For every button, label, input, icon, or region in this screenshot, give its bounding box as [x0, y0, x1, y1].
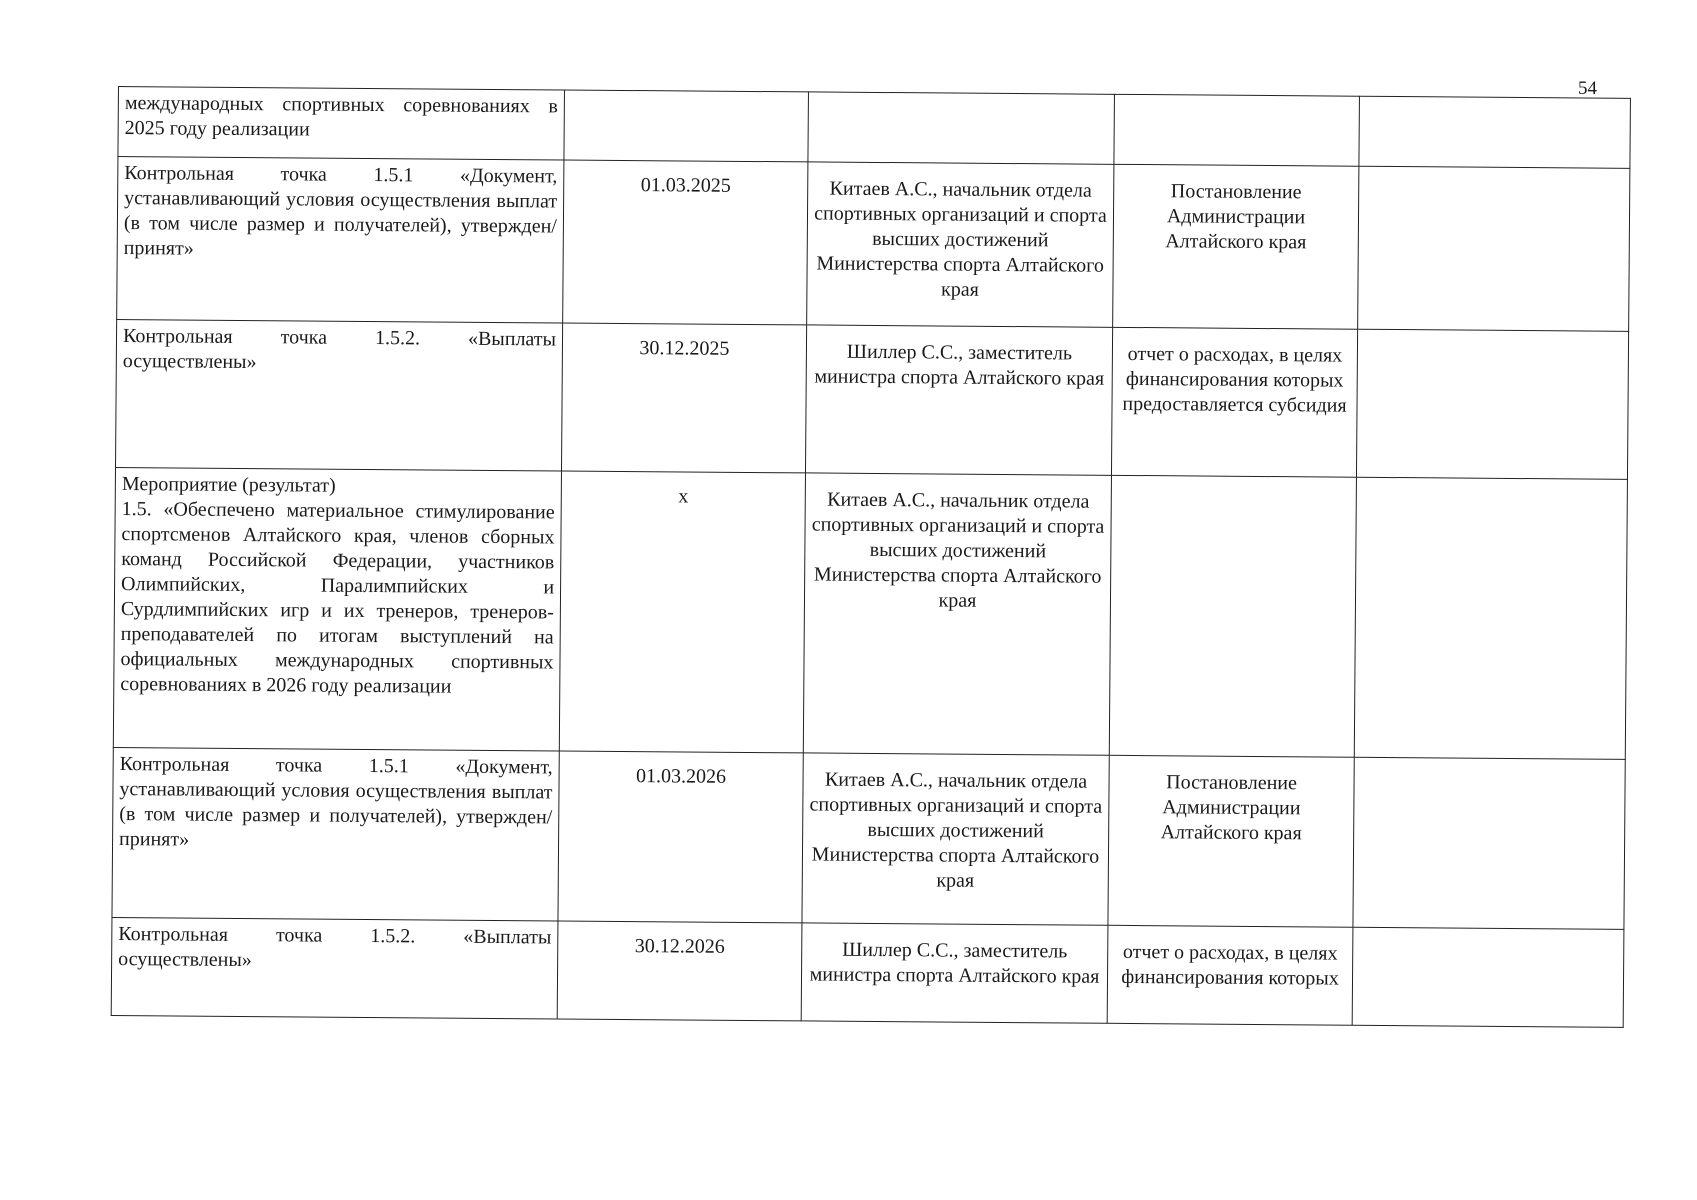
document-cell: отчет о расходах, в целях финансирования которых [1107, 925, 1353, 1025]
activity-table [111, 86, 1631, 1028]
note-cell [1354, 477, 1627, 759]
note-cell [1358, 166, 1630, 331]
responsible-cell: Шиллер С.С., заместитель министра спорта Алтайского края [805, 325, 1112, 475]
responsible-cell: Китаев А.С., начальник отдела спортивных организаций и спорта высших достижений Министерства спорта Алтайского края [802, 753, 1109, 925]
table-row [117, 157, 1630, 332]
description-cell: Контрольная точка 1.5.2. «Выплаты осуществлены» [111, 917, 558, 1018]
activity-title: Мероприятие (результат) [121, 473, 336, 497]
note-cell [1359, 96, 1631, 168]
date-cell: 30.12.2026 [557, 921, 802, 1021]
page-number: 54 [1578, 78, 1597, 99]
responsible-cell: Китаев А.С., начальник отдела спортивных организаций и спорта высших достижений Министерства спорта Алтайского края [807, 162, 1114, 327]
date-cell: 30.12.2025 [561, 323, 806, 473]
note-cell [1353, 757, 1625, 929]
activity-text: 1.5. «Обеспечено материальное стимулирование спортсменов Алтайского края, членов сборных команд Российской Федерации, участников Олимпийских, Паралимпийских и Сурдлимпийских игр и их тренеров, тренеров-преподавателей по итогам выступлений на официальных международных спортивных соревнованиях в 2026 году реализации [120, 498, 555, 698]
document-cell: отчет о расходах, в целях финансирования которых предоставляется субсидия [1111, 327, 1357, 477]
table-row [112, 747, 1625, 929]
description-cell: Контрольная точка 1.5.2. «Выплаты осуществлены» [116, 319, 563, 470]
date-cell [564, 90, 809, 162]
note-cell [1352, 927, 1624, 1027]
date-cell: х [559, 471, 805, 753]
table-row [116, 319, 1629, 479]
description-cell: Контрольная точка 1.5.1 «Документ, устанавливающий условия осуществления выплат (в том числе размер и получателей), утвержден/принят» [117, 157, 564, 323]
description-cell: международных спортивных соревнованиях в 2025 году реализации [118, 87, 565, 161]
table-row [111, 917, 1624, 1027]
note-cell [1356, 329, 1628, 479]
description-cell [113, 467, 561, 750]
document-cell: Постановление Администрации Алтайского края [1113, 164, 1359, 329]
date-cell: 01.03.2025 [563, 160, 808, 325]
document-cell [1114, 94, 1360, 166]
table-row [113, 467, 1627, 759]
responsible-cell: Шиллер С.С., заместитель министра спорта Алтайского края [801, 923, 1108, 1023]
date-cell: 01.03.2026 [558, 751, 803, 923]
table-row [118, 87, 1631, 169]
responsible-cell [808, 92, 1115, 164]
description-cell: Контрольная точка 1.5.1 «Документ, устанавливающий условия осуществления выплат (в том числе размер и получателей), утвержден/принят» [112, 747, 559, 920]
responsible-cell: Китаев А.С., начальник отдела спортивных организаций и спорта высших достижений Министерства спорта Алтайского края [803, 473, 1111, 755]
document-cell [1109, 475, 1356, 757]
document-cell: Постановление Администрации Алтайского края [1108, 755, 1354, 927]
